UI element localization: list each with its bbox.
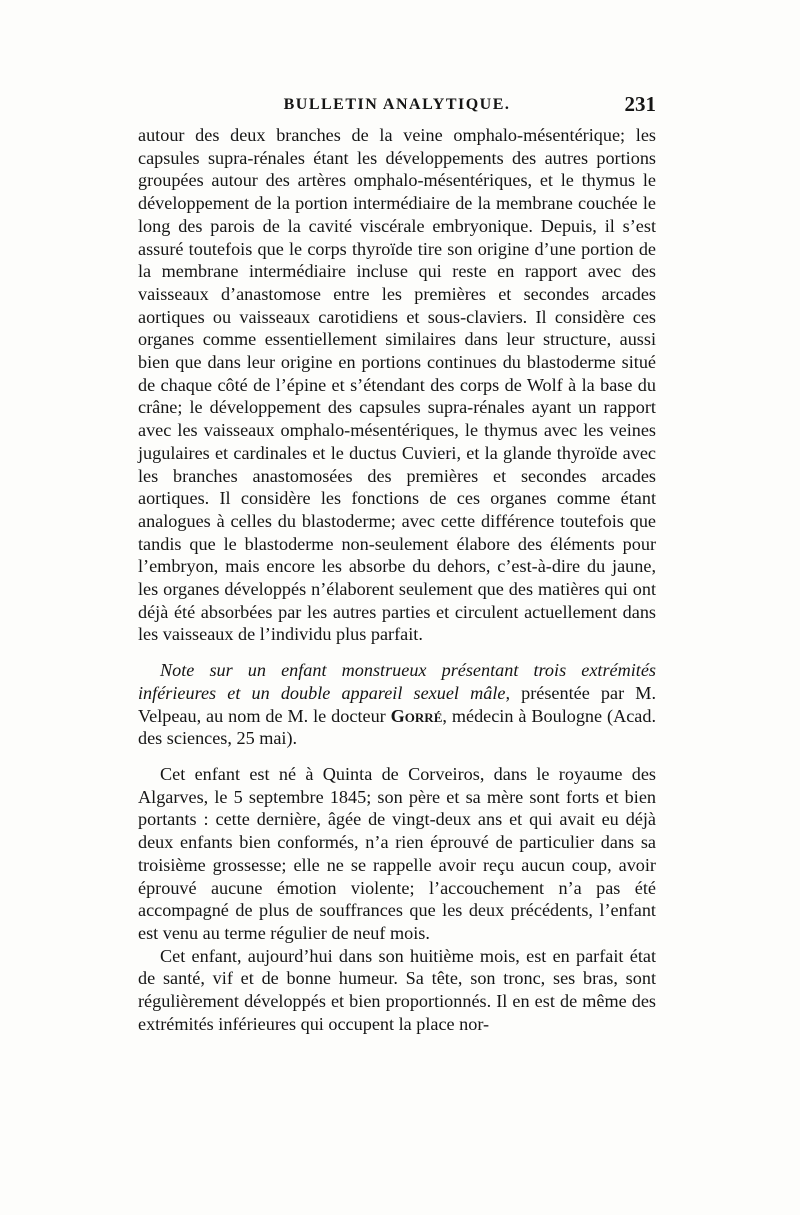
paragraph-birth: Cet enfant est né à Quinta de Corveiros, dans le royaume des Algarves, le 5 septembre 1845; son père et sa mère sont forts et bien portants : cette dernière, âgée de vingt-deux ans et qui avait eu déjà deux enfants bien conformés, n’a rien éprouvé de particulier dans sa troisième grossesse; elle ne se rappelle avoir reçu aucun coup, avoir éprouvé aucune émotion violente; l’accouchement n’a pas été accompagné de plus de souffrances que les deux précédents, l’enfant est venu au terme régulier de neuf mois.: [138, 763, 656, 943]
note-title: Note sur un enfant monstrueux présentant trois extrémités inférieures et un double appareil sexuel mâle,: [138, 660, 656, 703]
running-title: BULLETIN ANALYTIQUE.: [283, 96, 511, 113]
paragraph-gap: [138, 750, 656, 763]
page-number: 231: [624, 92, 656, 116]
paragraph-gap: [138, 646, 656, 659]
note-rest: , médecin à Boulogne (Acad. des sciences, 25 mai).: [138, 705, 656, 749]
running-header: [138, 92, 656, 126]
note-heading: [138, 659, 656, 750]
body-text: [138, 124, 656, 1035]
note-intro: présentée par M. Velpeau, au nom de M. le docteur: [138, 682, 656, 726]
note-author: Gorré: [390, 705, 443, 726]
paragraph-health: Cet enfant, aujourd’hui dans son huitième mois, est en parfait état de santé, vif et de bonne humeur. Sa tête, son tronc, ses bras, sont régulièrement développés et bien proportionnés. Il en est de même des extrémités inférieures qui occupent la place nor-: [138, 945, 656, 1034]
paragraph-continued: autour des deux branches de la veine omphalo-mésentérique; les capsules supra-rénales étant les développements des autres portions groupées autour des artères omphalo-mésentériques, et le thymus le développement de la portion intermédiaire de la membrane couchée le long des parois de la cavité viscérale embryonique. Depuis, il s’est assuré toutefois que le corps thyroïde tire son origine d’une portion de la membrane intermédiaire incluse qui reste en rapport avec des vaisseaux d’anastomose entre les premières et secondes arcades aortiques ou vaisseaux carotidiens et sous-claviers. Il considère ces organes comme essentiellement similaires dans leur structure, aussi bien que dans leur origine en portions continues du blastoderme situé de chaque côté de l’épine et s’étendant des corps de Wolf à la base du crâne; le développement des capsules supra-rénales ayant un rapport avec les vaisseaux omphalo-mésentériques, le thymus avec les veines jugulaires et cardinales et le ductus Cuvieri, et la glande thyroïde avec les branches anastomosées des premières et secondes arcades aortiques. Il considère les fonctions de ces organes comme étant analogues à celles du blastoderme; avec cette différence toutefois que tandis que le blastoderme non-seulement élabore des éléments pour l’embryon, mais encore les absorbe du dehors, c’est-à-dire du jaune, les organes développés n’élaborent seulement que des matières qui ont déjà été absorbées par les autres parties et circulent actuellement dans les vaisseaux de l’individu plus parfait.: [138, 125, 656, 645]
